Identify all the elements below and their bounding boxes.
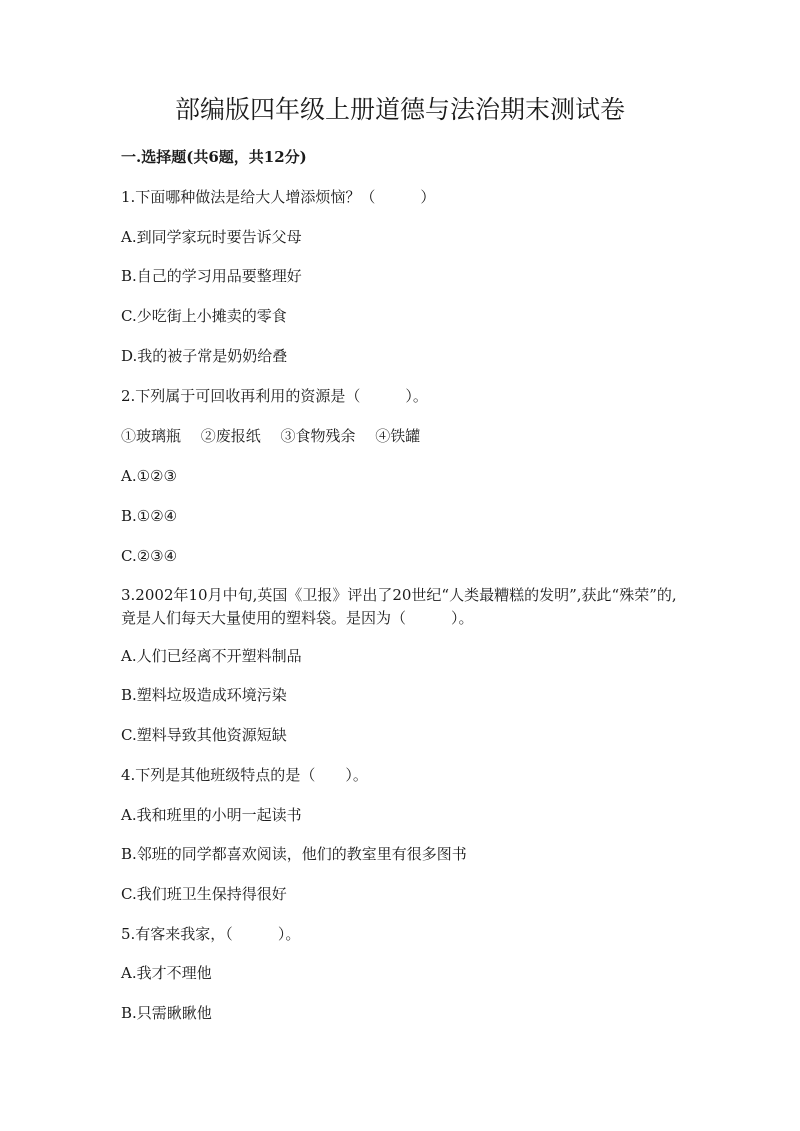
question-3-stem: 3.2002年10月中旬,英国《卫报》评出了20世纪“人类最糟糕的发明”,获此“殊荣”的,竟是人们每天大量使用的塑料袋。是因为（ ）。 — [121, 586, 677, 627]
question-5-stem: 5.有客来我家，（ ）。 — [121, 925, 301, 943]
question-2-option-a: A.①②③ — [121, 467, 177, 485]
question-2-option-b: B.①②④ — [121, 507, 178, 525]
question-2-option-c: C.②③④ — [121, 547, 178, 565]
question-3-option-b: B.塑料垃圾造成环境污染 — [121, 686, 287, 704]
question-3-option-a: A.人们已经离不开塑料制品 — [121, 647, 302, 665]
question-1-stem: 1.下面哪种做法是给大人增添烦恼？（ ） — [121, 188, 436, 206]
question-2-note: ①玻璃瓶 ②废报纸 ③食物残余 ④铁罐 — [121, 427, 421, 445]
question-2-stem: 2.下列属于可回收再利用的资源是（ ）。 — [121, 387, 428, 405]
question-1-option-c: C.少吃街上小摊卖的零食 — [121, 307, 287, 325]
question-4-stem: 4.下列是其他班级特点的是（ ）。 — [121, 766, 368, 784]
question-5-option-b: B.只需瞅瞅他 — [121, 1004, 212, 1022]
section-heading: 一.选择题(共6题，共12分) — [121, 148, 307, 166]
question-1-option-b: B.自己的学习用品要整理好 — [121, 267, 302, 285]
question-4-option-b: B.邻班的同学都喜欢阅读，他们的教室里有很多图书 — [121, 845, 467, 863]
question-3-option-c: C.塑料导致其他资源短缺 — [121, 726, 287, 744]
question-1-option-a: A.到同学家玩时要告诉父母 — [121, 228, 302, 246]
question-4-option-c: C.我们班卫生保持得很好 — [121, 885, 287, 903]
question-1-option-d: D.我的被子常是奶奶给叠 — [121, 347, 288, 365]
question-5-option-a: A.我才不理他 — [121, 964, 212, 982]
exam-title: 部编版四年级上册道德与法治期末测试卷 — [174, 95, 625, 124]
question-4-option-a: A.我和班里的小明一起读书 — [121, 806, 302, 824]
